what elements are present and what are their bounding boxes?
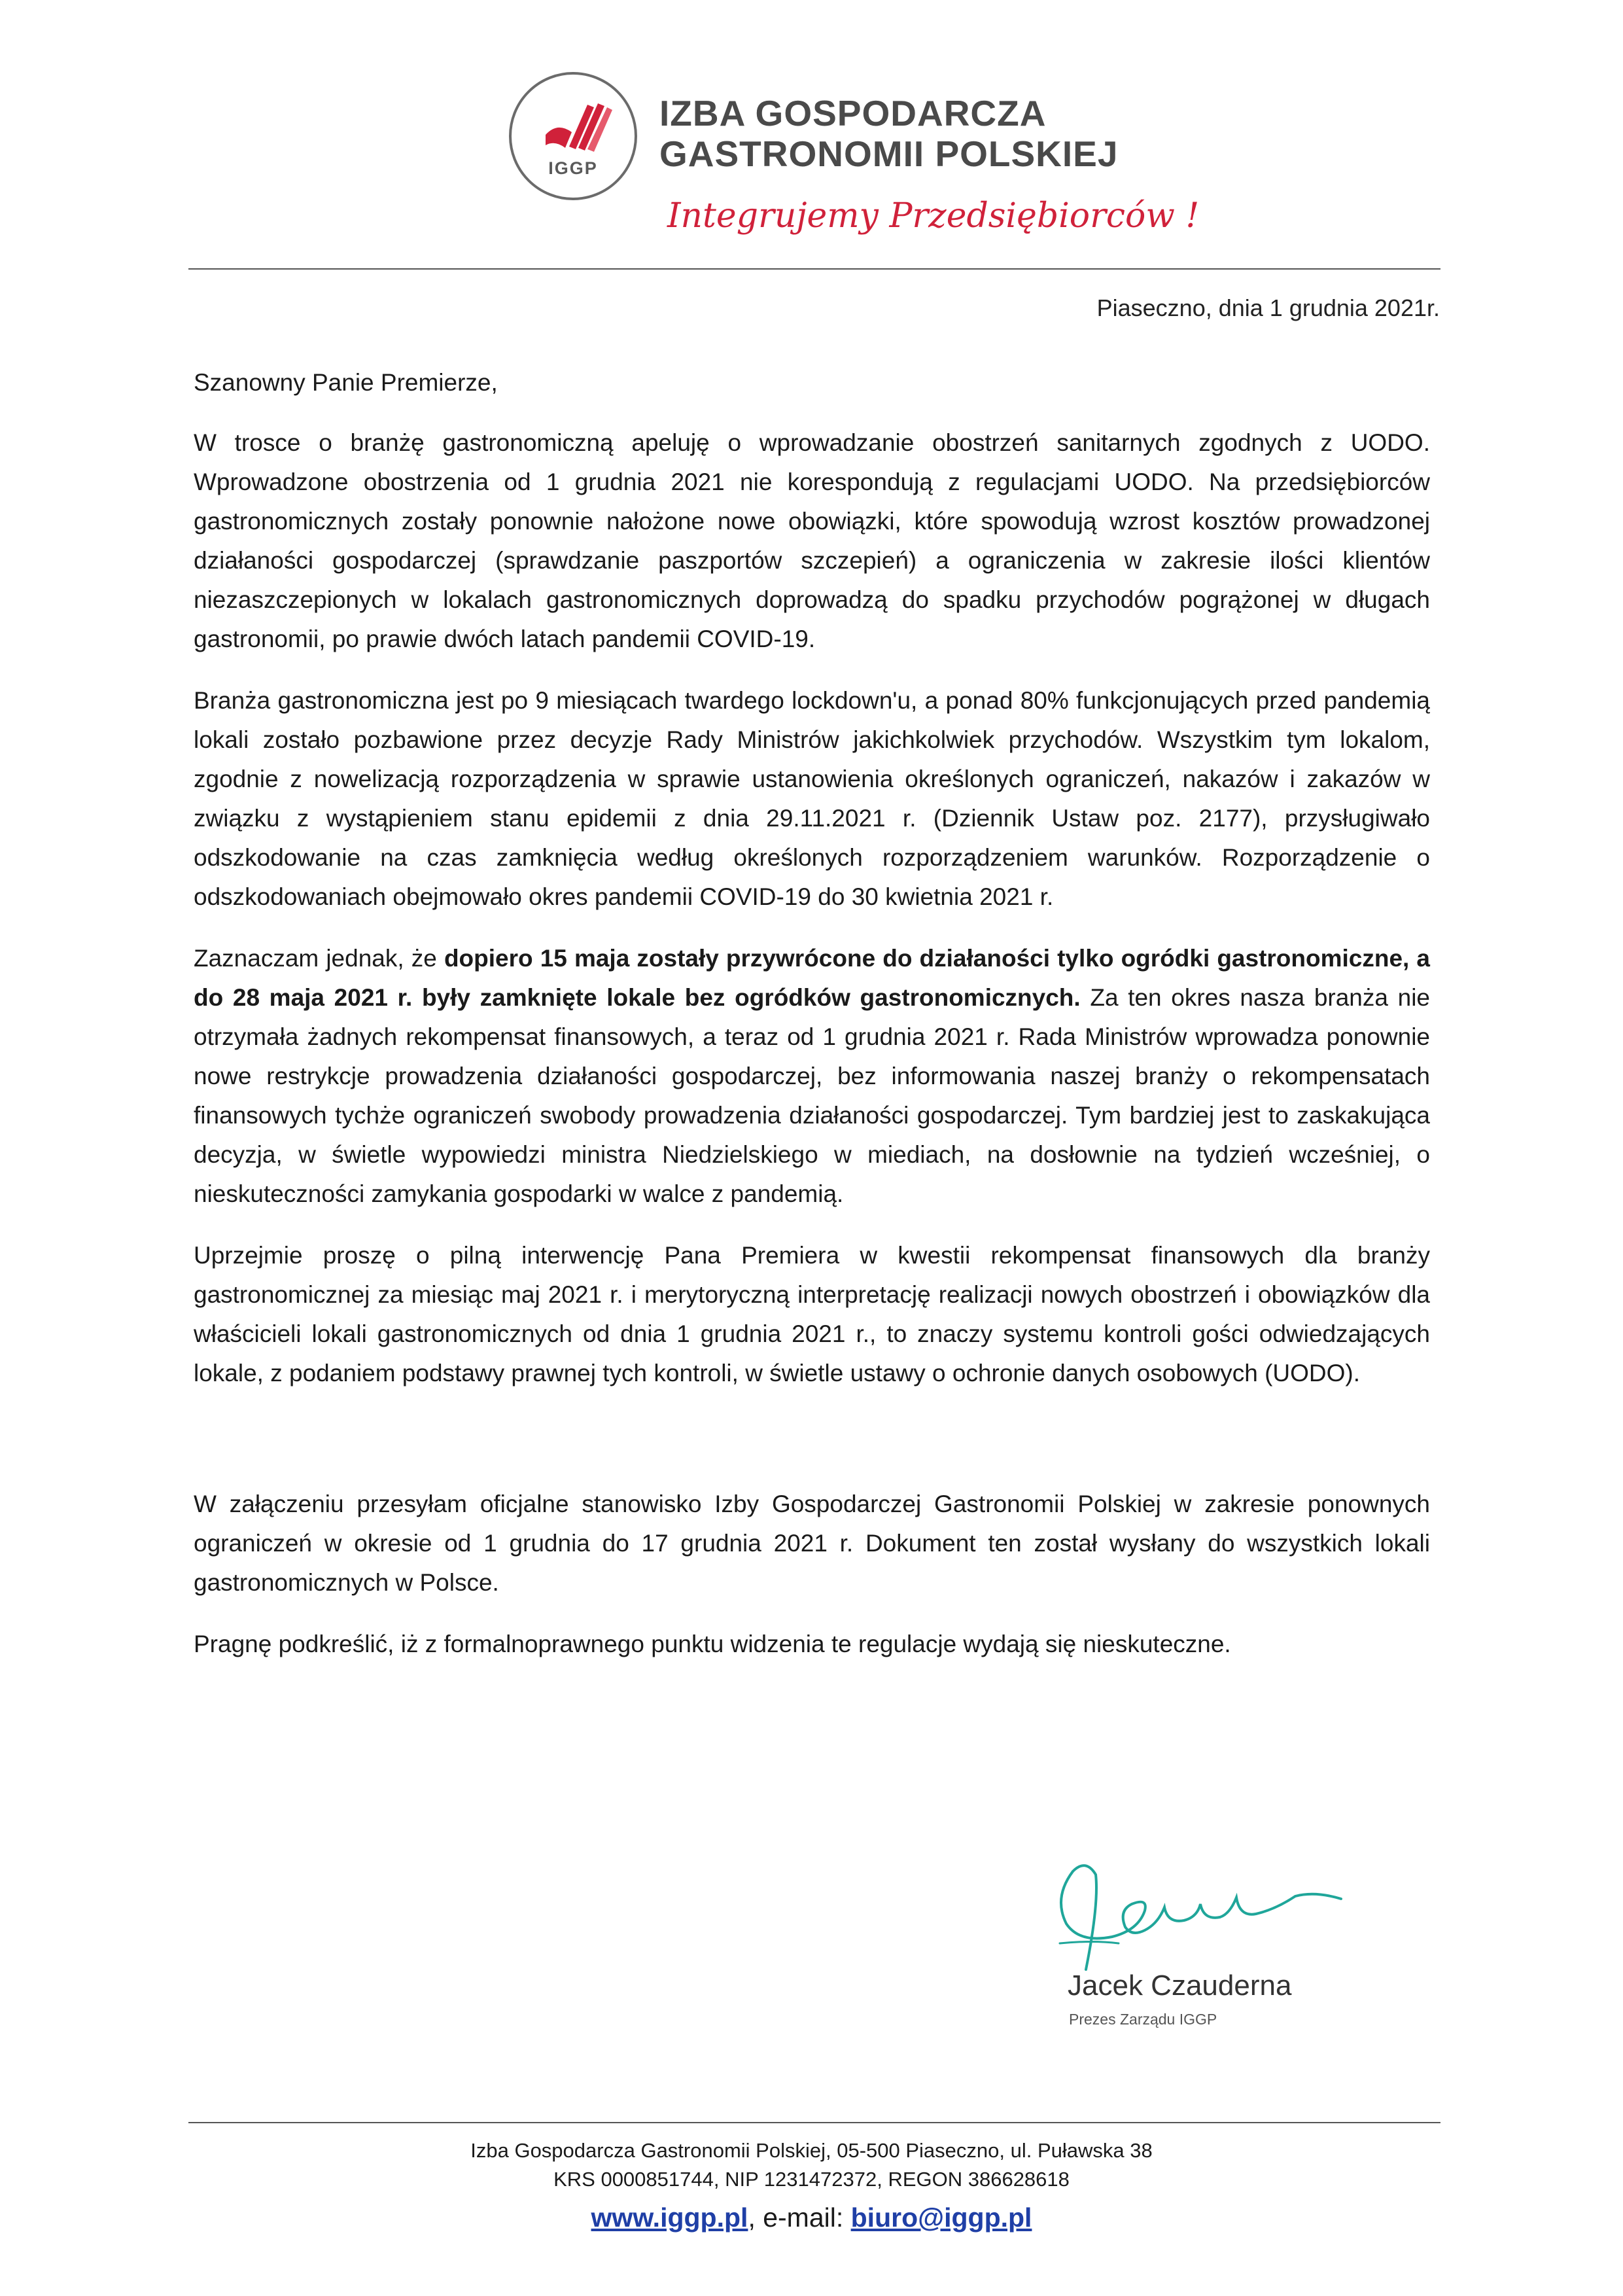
signer-name: Jacek Czauderna (1068, 1969, 1292, 2002)
footer-contact (0, 2198, 1623, 2237)
organization-name (659, 93, 1118, 174)
salutation: Szanowny Panie Premierze, (194, 369, 498, 396)
signer-role: Prezes Zarządu IGGP (1069, 2011, 1217, 2028)
letter-date: Piaseczno, dnia 1 grudnia 2021r. (1096, 294, 1440, 321)
paragraph-3-emphasis: dopiero 15 maja zostały przywrócone do działaności tylko ogródki gastronomiczne, a do 28 maja 2021 r. były zamknięte lokale bez ogródków gastronomicznych. (194, 945, 1431, 1011)
email-link[interactable]: biuro@iggp.pl (850, 2202, 1032, 2233)
paragraph-3-rest: Za ten okres nasza branża nie otrzymała żadnych rekompensat finansowych, a teraz od 1 grudnia 2021 r. Rada Ministrów wprowadza ponownie nowe restrykcje prowadzenia działaności gospodarczej, bez informowania naszej branży o rekompensatach finansowych tychże ograniczeń swobody prowadzenia działaności gospodarczej. Tym bardziej jest to zaskakująca decyzja, w świetle wypowiedzi ministra Niedzielskiego w miediach, na dosłownie na tydzień wcześniej, o nieskuteczności zamykania gospodarki w walce z pandemią. (194, 984, 1430, 1207)
email-label: , e-mail: (748, 2202, 851, 2233)
organization-name-line2: GASTRONOMII POLSKIEJ (659, 133, 1119, 174)
footer-registry: KRS 0000851744, NIP 1231472372, REGON 386628618 (553, 2168, 1070, 2191)
logo-abbreviation: IGGP (548, 158, 598, 178)
handwritten-signature (1034, 1845, 1361, 1976)
paragraph-5: W załączeniu przesyłam oficjalne stanowisko Izby Gospodarczej Gastronomii Polskiej w zakresie ponownych ograniczeń w okresie od 1 grudnia do 17 grudnia 2021 r. Dokument ten został wysłany do wszystkich lokali gastronomicznych w Polsce. (194, 1491, 1430, 1596)
paragraph-2: Branża gastronomiczna jest po 9 miesiącach twardego lockdown'u, a ponad 80% funkcjonujących przed pandemią lokali zostało pozbawione przez decyzje Rady Ministrów jakichkolwiek przychodów. Wszystkim tym lokalom, zgodnie z nowelizacją rozporządzenia w sprawie ustanowienia określonych ograniczeń, nakazów i zakazów w związku z wystąpieniem stanu epidemii z dnia 29.11.2021 r. (Dziennik Ustaw poz. 2177), przysługiwało odszkodowanie na czas zamknięcia według określonych rozporządzeniem warunków. Rozporządzenie o odszkodowaniach obejmowało okres pandemii COVID-19 do 30 kwietnia 2021 r. (194, 687, 1430, 910)
paragraph-4: Uprzejmie proszę o pilną interwencję Pana Premiera w kwestii rekompensat finansowych dla branży gastronomicznej za miesiąc maj 2021 r. i merytoryczną interpretację realizacji nowych obostrzeń i obowiązków dla właścicieli lokali gastronomicznych od dnia 1 grudnia 2021 r., to znaczy systemu kontroli gości odwiedzających lokale, z podaniem podstawy prawnej tych kontroli, w świetle ustawy o ochronie danych osobowych (UODO). (194, 1242, 1430, 1386)
paragraph-3 (194, 939, 1430, 1214)
slogan: Integrujemy Przedsiębiorców ! (667, 196, 1200, 236)
letterhead (0, 0, 1623, 275)
website-link[interactable]: www.iggp.pl (591, 2202, 748, 2233)
footer (0, 2136, 1623, 2237)
paragraph-6: Pragnę podkreślić, iż z formalnoprawnego punktu widzenia te regulacje wydają się nieskuteczne. (194, 1631, 1231, 1657)
iggp-logo (509, 72, 637, 200)
letter-body (194, 363, 1430, 1686)
paragraph-1: W trosce o branżę gastronomiczną apeluję o wprowadzanie obostrzeń sanitarnych zgodnych z UODO. Wprowadzone obostrzenia od 1 grudnia 2021 nie korespondują z regulacjami UODO. Na przedsiębiorców gastronomicznych zostały ponownie nałożone nowe obowiązki, które spowodują wzrost kosztów prowadzonej działaności gospodarczej (sprawdzanie paszportów szczepień) a ograniczenia w zakresie ilości klientów niezaszczepionych w lokalach gastronomicznych doprowadzą do spadku przychodów pogrążonej w długach gastronomii, po prawie dwóch latach pandemii COVID-19. (194, 429, 1430, 652)
logo-emblem-icon (512, 75, 635, 198)
footer-address: Izba Gospodarcza Gastronomii Polskiej, 05-500 Piaseczno, ul. Puławska 38 (470, 2139, 1153, 2162)
header-divider (188, 268, 1440, 270)
paragraph-3-lead: Zaznaczam jednak, że (194, 945, 444, 972)
organization-name-line1: IZBA GOSPODARCZA (659, 93, 1047, 133)
footer-divider (188, 2122, 1440, 2123)
